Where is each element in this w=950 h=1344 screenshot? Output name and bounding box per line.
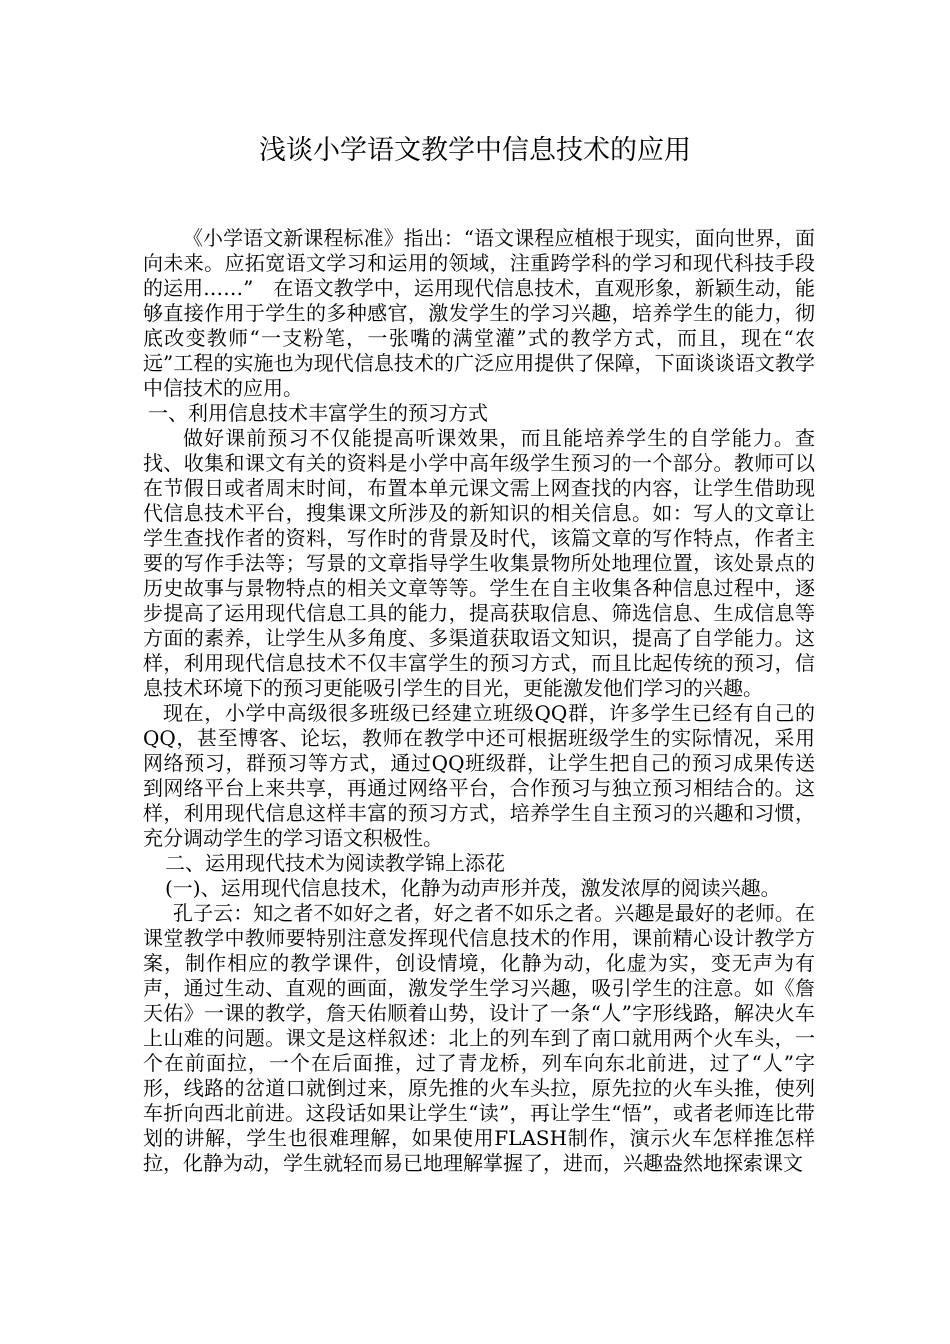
section-heading-1: 一、利用信息技术丰富学生的预习方式 [148,401,488,425]
document-title: 浅谈小学语文教学中信息技术的应用 [259,135,691,166]
subsection-heading-1: (一)、运用现代信息技术，化静为动声形并茂，激发浓厚的阅读兴趣。 [165,876,781,900]
paragraph-reading-interest: 孔子云：知之者不如好之者，好之者不如乐之者。兴趣是最好的老师。在课堂教学中教师要特别注意发挥现代信息技术的作用，课前精心设计教学方案，制作相应的教学课件，创设情境，化静为动，化虚为实，变无声为有声，通过生动、直观的画面，激发学生学习兴趣，吸引学生的注意。如《詹天佑》一课的教学，詹天佑顺着山势，设计了一条“人”字形线路，解决火车上山难的问题。课文是这样叙述：北上的列车到了南口就用两个火车头，一个在前面拉，一个在后面推，过了青龙桥，列车向东北前进，过了“人”字形，线路的岔道口就倒过来，原先推的火车头拉，原先拉的火车头推，使列车折向西北前进。这段话如果让学生“读”，再让学生“悟”，或者老师连比带划的讲解，学生也很难理解，如果使用FLASH制作，演示火车怎样推怎样拉，化静为动，学生就轻而易已地理解掌握了，进而，兴趣盎然地探索课文 [143,901,815,1175]
document-body [143,226,815,1176]
paragraph-qq-preview: 现在，小学中高级很多班级已经建立班级QQ群，许多学生已经有自己的QQ，甚至博客、论坛，教师在教学中还可根据班级学生的实际情况，采用网络预习，群预习等方式，通过QQ班级群，让学生把自己的预习成果传送到网络平台上来共享，再通过网络平台，合作预习与独立预习相结合的。这样，利用现代信息这样丰富的预习方式，培养学生自主预习的兴趣和习惯，充分调动学生的学习语文积极性。 [143,701,815,850]
paragraph-intro: 《小学语文新课程标准》指出：“语文课程应植根于现实，面向世界，面向未来。应拓宽语文学习和运用的领域，注重跨学科的学习和现代科技手段的运用……” 在语文教学中，运用现代信息技术，直观形象，新颖生动，能够直接作用于学生的多种感官，激发学生的学习兴趣，培养学生的能力，彻底改变教师“一支粉笔，一张嘴的满堂灌”式的教学方式，而且，现在“农远”工程的实施也为现代信息技术的广泛应用提供了保障，下面谈谈语文教学中信技术的应用。 [143,226,815,400]
paragraph-preview-methods: 做好课前预习不仅能提高听课效果，而且能培养学生的自学能力。查找、收集和课文有关的资料是小学中高年级学生预习的一个部分。教师可以在节假日或者周末时间，布置本单元课文需上网查找的内容，让学生借助现代信息技术平台，搜集课文所涉及的新知识的相关信息。如：写人的文章让学生查找作者的资料，写作时的背景及时代，该篇文章的写作特点，作者主要的写作手法等；写景的文章指导学生收集景物所处地理位置，该处景点的历史故事与景物特点的相关文章等等。学生在自主收集各种信息过程中，逐步提高了运用现代信息工具的能力，提高获取信息、筛选信息、生成信息等方面的素养，让学生从多角度、多渠道获取语文知识，提高了自学能力。这样，利用现代信息技术不仅丰富学生的预习方式，而且比起传统的预习，信息技术环境下的预习更能吸引学生的目光，更能激发他们学习的兴趣。 [143,426,815,700]
section-heading-2: 二、运用现代技术为阅读教学锦上添花 [165,851,505,875]
